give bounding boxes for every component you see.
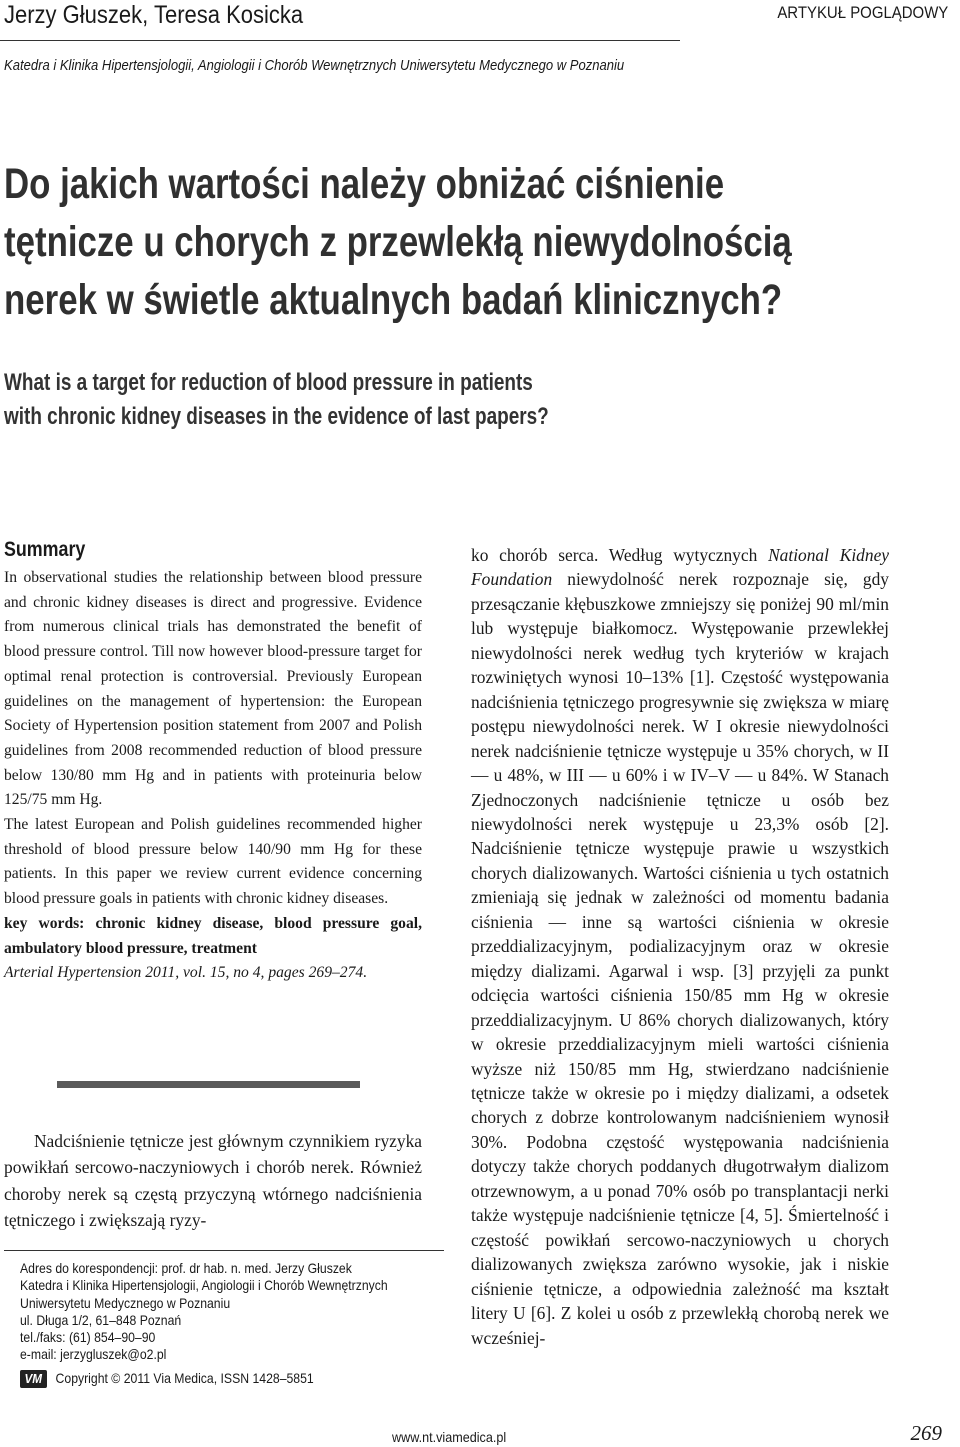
intro-paragraph: Nadciśnienie tętnicze jest głównym czynnikiem ryzyka powikłań sercowo-naczyniowych i chorób nerek. Również choroby nerek są częstą przyczyną wtórnego nadciśnienia tętniczego i zwiększają ryzy- — [4, 1131, 422, 1231]
title-english-line: What is a target for reduction of blood pressure in patients — [4, 369, 533, 396]
correspondence-block — [20, 1260, 388, 1364]
footer-url[interactable]: www.nt.viamedica.pl — [392, 1429, 507, 1445]
page-number: 269 — [910, 1421, 942, 1445]
article-category: ARTYKUŁ POGLĄDOWY — [777, 3, 948, 22]
affiliation: Katedra i Klinika Hipertensjologii, Angiologii i Chorób Wewnętrznych Uniwersytetu Medycznego w Poznaniu — [4, 58, 625, 74]
copyright-line — [20, 1368, 314, 1390]
keywords: key words: chronic kidney disease, blood pressure goal, ambulatory blood pressure, treatment — [4, 914, 422, 957]
correspondence-line: Uniwersytetu Medycznego w Poznaniu — [20, 1295, 231, 1311]
title-polish-line: tętnicze u chorych z przewlekłą niewydolnością — [4, 218, 792, 266]
correspondence-rule — [4, 1250, 444, 1251]
body-text: ko chorób serca. Według wytycznych — [471, 545, 769, 565]
summary-column — [4, 566, 422, 986]
correspondence-email[interactable]: e-mail: jerzygluszek@o2.pl — [20, 1347, 167, 1363]
authors: Jerzy Głuszek, Teresa Kosicka — [4, 1, 304, 29]
body-text: niewydolność nerek rozpoznaje się, gdy przesączanie kłębuszkowe zmniejszy się poniżej 90 ml/min lub występuje białkomocz. Występowanie przewlekłej niewydolności nerek według tych kryteriów w krajach rozwiniętych wynosi 10–13% [1]. Częstość występowania nadciśnienia tętniczego progresywnie się zwiększa w miarę postępu niewydolności nerek. W I okresie niewydolności nerek nadciśnienie tętnicze występuje u 35% chorych, w II — u 48%, w III — u 60% i w IV–V — u 84%. W Stanach Zjednoczonych nadciśnienie tętnicze u osób bez niewydolności nerek występuje u 23,3% osób [2]. Nadciśnienie tętnicze występuje prawie u wszystkich chorych dializowanych. Wartości ciśnienia u tych ostatnich zmieniają się jednak w zależności od momentu badania ciśnienia — inne są wartości ciśnienia w okresie przeddializacyjnym, podializacyjnym oraz w okresie między dializami. Agarwal i wsp. [3] przyjęli za punkt odcięcia wartości ciśnienia 150/85 mm Hg w okresie przeddializacyjnym. U 86% chorych dializowanych, który w okresie przeddializacyjnym mieli wartości ciśnienia wyższe niż 150/85 mm Hg, stwierdzano nadciśnienie tętnicze także w okresie po i między dializami, a odsetek chorych z dobrze kontrolowanym nadciśnieniem wynosił 30%. Podobna częstość występowania nadciśnienia dotyczy także chorych poddanych długotrwałym dializom otrzewnowym, a u ponad 70% osób po transplantacji nerki także występuje nadciśnienie tętnicze [4, 5]. Śmiertelność i częstość powikłań sercowo-naczyniowych u chorych dializowanych zwiększa zarówno wysokie, jak i niskie ciśnienie tętnicze, a odpowiednia zależność ma kształt litery U [6]. Z kolei u osób z przewlekłą chorobą nerek we wcześniej- — [471, 569, 889, 1348]
correspondence-line: tel./faks: (61) 854–90–90 — [20, 1330, 156, 1346]
body-text-italic: National Kidney Foundation — [471, 545, 890, 590]
citation: Arterial Hypertension 2011, vol. 15, no 4, pages 269–274. — [4, 964, 368, 982]
summary-paragraph: The latest European and Polish guidelines recommended higher threshold of blood pressure below 140/90 mm Hg for these patients. In this paper we review current evidence concerning blood pressure goals in patients with chronic kidney diseases. — [4, 816, 422, 908]
correspondence-line: ul. Długa 1/2, 61–848 Poznań — [20, 1312, 182, 1328]
copyright-text: Copyright © 2011 Via Medica, ISSN 1428–5851 — [55, 1371, 314, 1386]
title-polish — [4, 155, 792, 329]
title-polish-line: Do jakich wartości należy obniżać ciśnienie — [4, 160, 725, 208]
via-medica-logo-icon: VM — [20, 1370, 47, 1388]
summary-heading: Summary — [4, 538, 86, 561]
correspondence-line: Katedra i Klinika Hipertensjologii, Angiologii i Chorób Wewnętrznych — [20, 1278, 388, 1294]
title-english-line: with chronic kidney diseases in the evidence of last papers? — [4, 403, 549, 430]
body-text-right-column — [471, 543, 889, 1350]
summary-paragraph: In observational studies the relationship between blood pressure and chronic kidney diseases is direct and progressive. Evidence from numerous clinical trials has demonstrated the benefit of blood pressure control. Till now however blood-pressure target for optimal renal protection is controversial. Previously European guidelines on the management of hypertension: the European Society of Hypertension position statement from 2007 and Polish guidelines from 2008 recommended reduction of blood pressure below 130/80 mm Hg and in patients with proteinuria below 125/75 mm Hg. — [4, 569, 422, 809]
correspondence-line: Adres do korespondencji: prof. dr hab. n. med. Jerzy Głuszek — [20, 1261, 352, 1276]
title-english — [4, 366, 549, 434]
header-rule — [0, 40, 680, 41]
title-polish-line: nerek w świetle aktualnych badań klinicznych? — [4, 276, 783, 324]
section-divider — [57, 1081, 360, 1088]
